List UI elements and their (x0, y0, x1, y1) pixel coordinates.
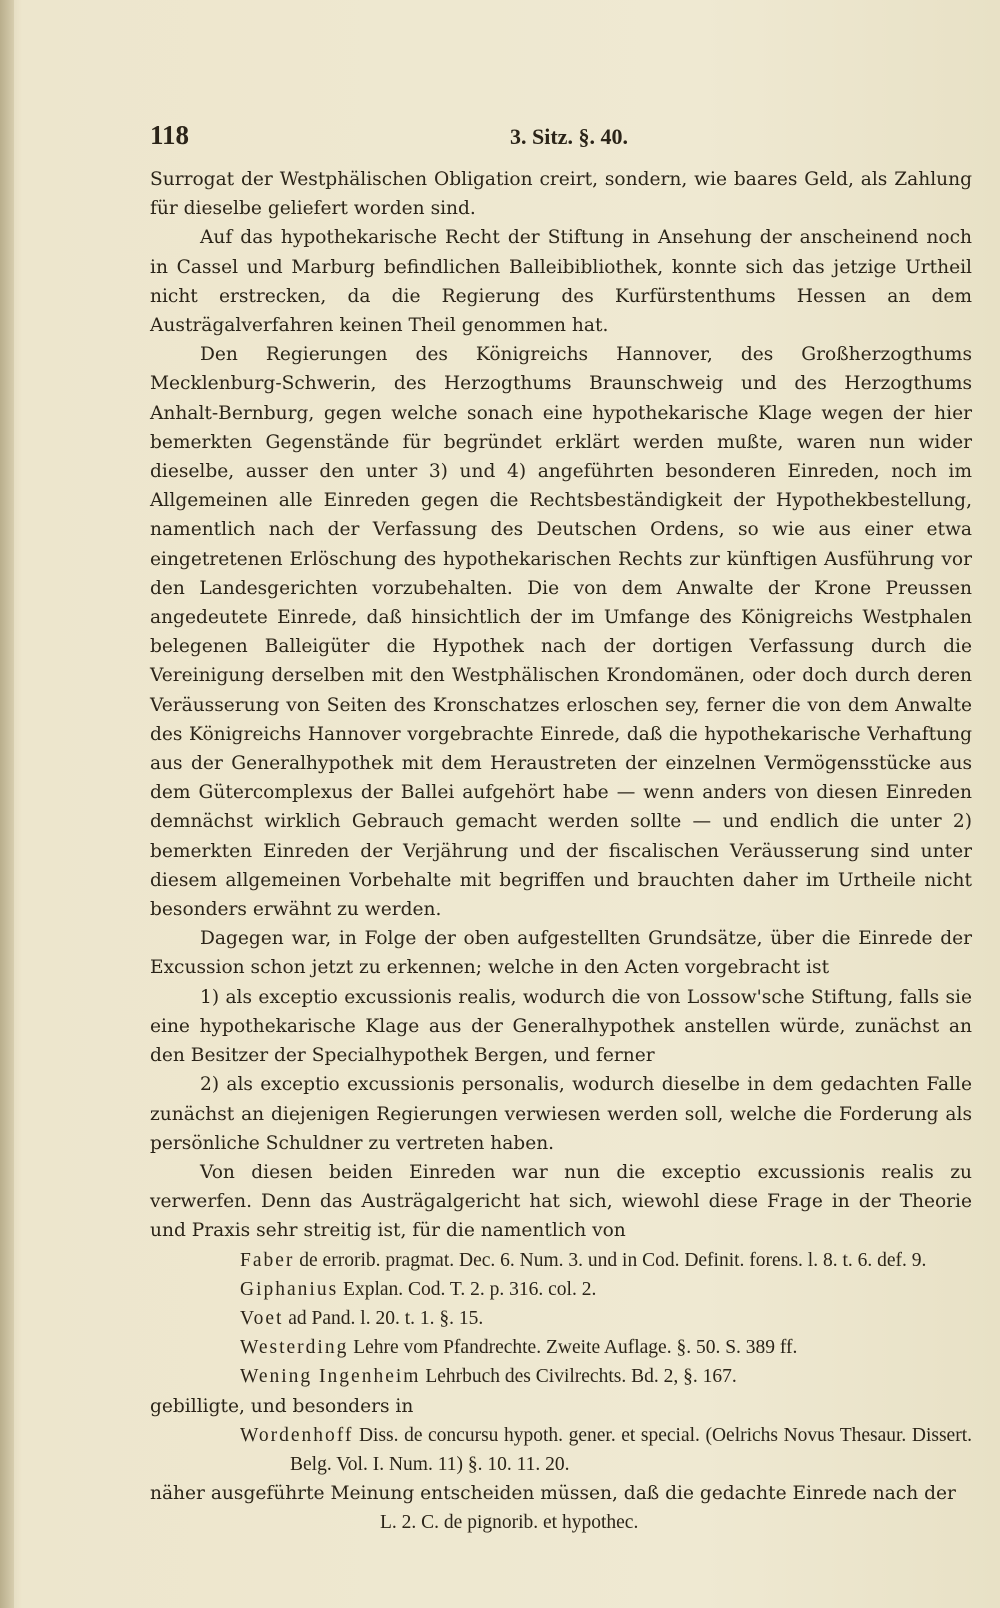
reference-list (150, 1421, 972, 1479)
page-body (150, 165, 972, 1538)
reference-item (150, 1246, 972, 1275)
reference-item (150, 1362, 972, 1391)
reference-text: Diss. de concursu hypoth. gener. et special. (Oelrichs Novus Thesaur. Dissert. Belg. Vol. I. Num. 11) §. 10. 11. 20. (290, 1424, 972, 1475)
reference-text: ad Pand. l. 20. t. 1. §. 15. (283, 1307, 484, 1329)
page-header (150, 120, 970, 160)
reference-text: Lehre vom Pfandrechte. Zweite Auflage. §. 50. S. 389 ff. (348, 1337, 798, 1359)
paragraph: Von diesen beiden Einreden war nun die exceptio excussionis realis zu verwerfen. Denn das Austrägalgericht hat sich, wiewohl diese Frage in der Theorie und Praxis sehr streitig ist, für die namentlich von (150, 1161, 972, 1242)
legal-citation: L. 2. C. de pignorib. et hypothec. (380, 1512, 639, 1534)
reference-item (150, 1275, 972, 1304)
reference-author: Faber (240, 1249, 295, 1271)
reference-author: Voet (240, 1307, 284, 1329)
reference-text: de errorib. pragmat. Dec. 6. Num. 3. und in Cod. Definit. forens. l. 8. t. 6. def. 9. (294, 1249, 927, 1271)
paragraph: gebilligte, und besonders in (150, 1395, 414, 1417)
reference-item (150, 1304, 972, 1333)
running-head: 3. Sitz. §. 40. (510, 124, 628, 149)
reference-list (150, 1246, 972, 1392)
page-edge (0, 0, 14, 1608)
page-number: 118 (150, 120, 190, 150)
reference-author: Wordenhoff (240, 1424, 354, 1446)
reference-text: Lehrbuch des Civilrechts. Bd. 2, §. 167. (420, 1366, 737, 1388)
paragraph: Dagegen war, in Folge der oben aufgestellten Grundsätze, über die Einrede der Excussion schon jetzt zu erkennen; welche in den Acten vorgebracht ist (150, 928, 972, 979)
reference-author: Giphanius (240, 1278, 339, 1300)
reference-item (150, 1333, 972, 1362)
reference-author: Westerding (240, 1337, 349, 1359)
paragraph: Surrogat der Westphälischen Obligation creirt, sondern, wie baares Geld, als Zahlung für dieselbe geliefert worden sind. (150, 169, 972, 220)
paragraph: Auf das hypothekarische Recht der Stiftung in Ansehung der anscheinend noch in Cassel und Marburg befindlichen Balleibibliothek, konnte sich das jetzige Urtheil nicht erstrecken, da die Regierung des Kurfürstenthums Hessen an dem Austrägalverfahren keinen Theil genommen hat. (150, 227, 972, 337)
reference-item (150, 1421, 972, 1479)
paragraph: näher ausgeführte Meinung entscheiden müssen, daß die gedachte Einrede nach der (150, 1483, 956, 1505)
enumerated-paragraph: 2) als exceptio excussionis personalis, wodurch dieselbe in dem gedachten Falle zunächst an diejenigen Regierungen verwiesen werden soll, welche die Forderung als persönliche Schuldner zu vertreten haben. (150, 1074, 972, 1154)
enumerated-paragraph: 1) als exceptio excussionis realis, wodurch die von Lossow'sche Stiftung, falls sie eine hypothekarische Klage aus der Generalhypothek anstellen würde, zunächst an den Besitzer der Specialhypothek Bergen, und ferner (150, 986, 972, 1067)
paragraph: Den Regierungen des Königreichs Hannover, des Großherzogthums Mecklenburg-Schwerin, des Herzogthums Braunschweig und des Herzogthums Anhalt-Bernburg, gegen welche sonach eine hypothekarische Klage wegen der hier bemerkten Gegenstände für begründet erklärt werden mußte, waren nun wider dieselbe, ausser den unter 3) und 4) angeführten besonderen Einreden, noch im Allgemeinen alle Einreden gegen die Rechtsbeständigkeit der Hypothekbestellung, namentlich nach der Verfassung des Deutschen Ordens, so wie aus einer etwa eingetretenen Erlöschung des hypothekarischen Rechts zur künftigen Ausführung vor den Landesgerichten vorzubehalten. Die von dem Anwalte der Krone Preussen angedeutete Einrede, daß hinsichtlich der im Umfange des Königreichs Westphalen belegenen Balleigüter die Hypothek nach der dortigen Verfassung durch die Vereinigung derselben mit den Westphälischen Krondomänen, oder doch durch deren Veräusserung von Seiten des Kronschatzes erloschen sey, ferner die von dem Anwalte des Königreichs Hannover vorgebrachte Einrede, daß die hypothekarische Verhaftung aus der Generalhypothek mit dem Heraustreten der einzelnen Vermögensstücke aus dem Gütercomplexus der Ballei aufgehört habe — wenn anders von diesen Einreden demnächst wirklich Gebrauch gemacht werden sollte — und endlich die unter 2) bemerkten Einreden der Verjährung und der fiscalischen Veräusserung sind unter diesem allgemeinen Vorbehalte mit begriffen und brauchten daher im Urtheile nicht besonders erwähnt zu werden. (150, 344, 972, 921)
reference-author: Wening Ingenheim (240, 1366, 421, 1388)
reference-text: Explan. Cod. T. 2. p. 316. col. 2. (338, 1278, 597, 1300)
